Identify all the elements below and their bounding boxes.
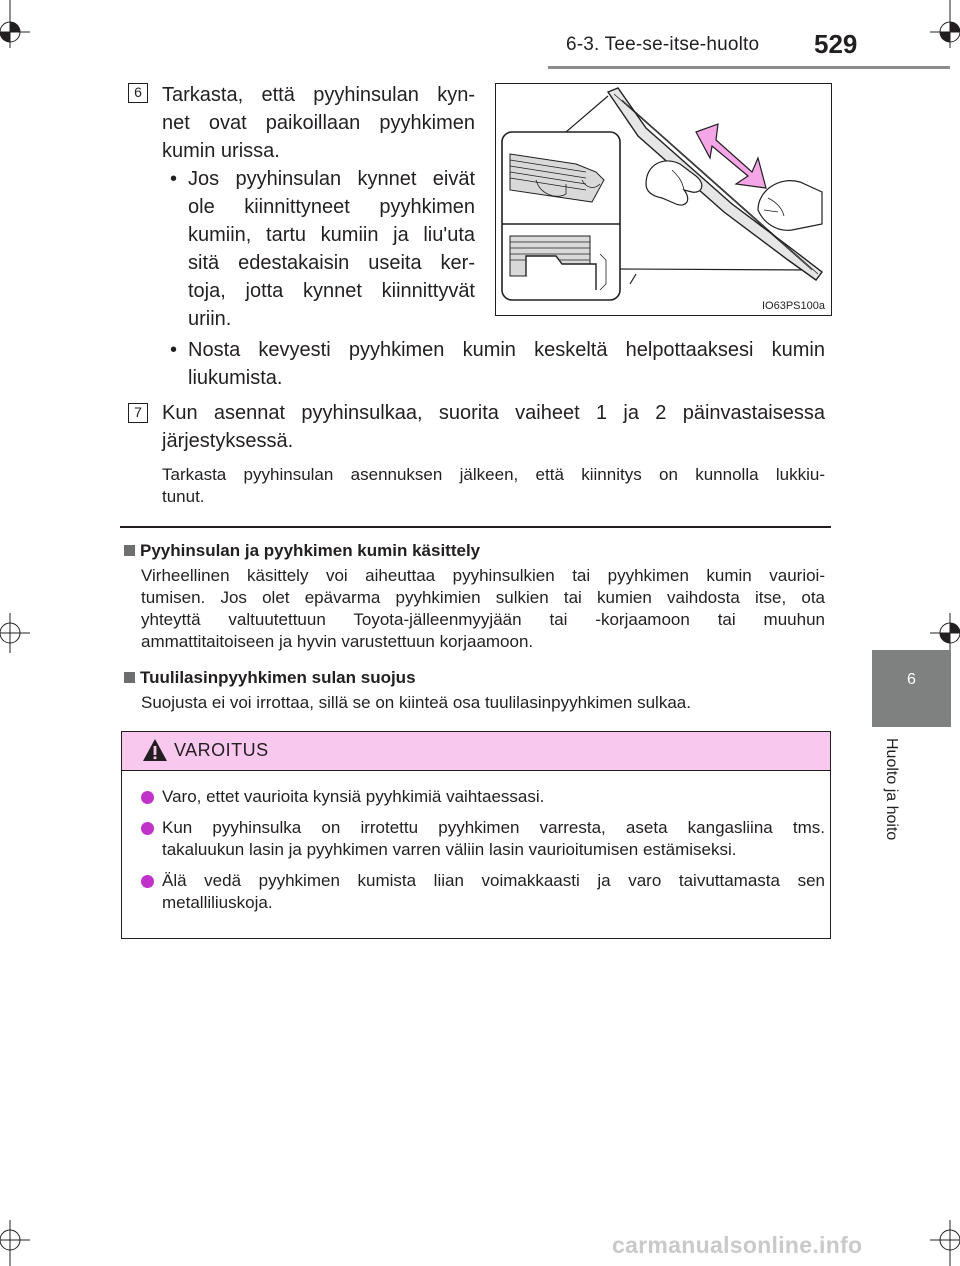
warning-box [121, 731, 831, 939]
text-line: Suojusta ei voi irrottaa, sillä se on kiinteä osa tuulilasinpyyhkimen sulkaa. [141, 693, 691, 712]
warning-bullet-icon [141, 875, 154, 888]
text-line: takaluukun lasin ja pyyhkimen varren väliin lasin vaurioitumisen estämiseksi. [162, 840, 737, 859]
text-line: uriin. [188, 308, 232, 330]
section-heading-text: Tuulilasinpyyhkimen sulan suojus [140, 668, 416, 687]
text-line: tumisen. Jos olet epävarma pyyhkimien sulkien tai kumien vaihdosta itse, ota [141, 588, 825, 607]
text-line: yhteyttä valtuutettuun Toyota-jälleenmyyjään tai -korjaamoon tai muuhun [141, 610, 825, 629]
text-line: toja, jotta kynnet kiinnittyvät [188, 280, 475, 302]
step-number-6: 6 [128, 83, 148, 103]
chapter-label [880, 738, 902, 868]
wiper-drawing [496, 84, 832, 316]
text-line: Kun pyyhinsulka on irrotettu pyyhkimen varresta, aseta kangasliina tms. [162, 818, 825, 837]
warning-bullet-icon [141, 791, 154, 804]
section-heading-handling [124, 540, 480, 562]
section-divider [120, 526, 831, 528]
text-line: Älä vedä pyyhkimen kumista liian voimakkaasti ja varo taivuttamasta sen [162, 871, 825, 890]
warning-bullet-icon [141, 822, 154, 835]
text-line: ammattitaitoiseen ja hyvin varustettuun korjaamoon. [141, 632, 534, 651]
section-heading-text: Pyyhinsulan ja pyyhkimen kumin käsittely [140, 541, 481, 560]
text-line: järjestyksessä. [162, 430, 294, 452]
bullet-marker: • [170, 168, 178, 190]
text-line: Nosta kevyesti pyyhkimen kumin keskeltä helpottaaksesi kumin [188, 339, 825, 361]
text-line: Tarkasta pyyhinsulan asennuksen jälkeen, että kiinnitys on kunnolla lukkiu- [162, 465, 825, 484]
square-bullet-icon [124, 672, 135, 683]
text-line: sitä edestakaisin useita ker- [188, 252, 475, 274]
text-line: kumin urissa. [162, 140, 280, 162]
header-rule [548, 66, 950, 69]
warning-item-2 [162, 817, 825, 861]
text-line: Virheellinen käsittely voi aiheuttaa pyyhinsulkien tai pyyhkimen kumin vaurioi- [141, 566, 825, 585]
section-body-cover [141, 692, 825, 714]
step-6-bullet-1 [188, 165, 475, 333]
chapter-tab [872, 650, 951, 727]
page-number: 529 [814, 29, 858, 59]
step-6-text [162, 81, 475, 165]
text-line: ole kiinnittyneet pyyhkimen [188, 196, 475, 218]
text-line: liukumista. [188, 367, 283, 389]
text-line: Kun asennat pyyhinsulkaa, suorita vaiheet 1 ja 2 päinvastaisessa [162, 402, 825, 424]
text-line: kumiin, tartu kumiin ja liu'uta [188, 224, 475, 246]
step-7-text [162, 399, 825, 455]
section-heading-cover [124, 667, 416, 689]
text-line: metalliliuskoja. [162, 893, 273, 912]
watermark: carmanualsonline.info [612, 1232, 863, 1258]
warning-title: VAROITUS [174, 740, 269, 760]
warning-icon [142, 738, 168, 762]
step-6-bullet-2 [188, 336, 825, 392]
chapter-label-text: Huolto ja hoito [883, 738, 900, 841]
step-7-note [162, 464, 825, 508]
warning-header [122, 732, 830, 771]
text-line: net ovat paikoillaan pyyhkimen [162, 112, 475, 134]
text-line: Jos pyyhinsulan kynnet eivät [188, 168, 475, 190]
wiper-illustration [495, 83, 832, 316]
text-line: Tarkasta, että pyyhinsulan kyn- [162, 84, 475, 106]
chapter-number: 6 [907, 671, 916, 688]
section-title: 6-3. Tee-se-itse-huolto [566, 34, 760, 55]
figure-code: IO63PS100a [762, 300, 825, 312]
text-line: tunut. [162, 487, 205, 506]
bullet-marker: • [170, 339, 178, 361]
text-line: Varo, ettet vaurioita kynsiä pyyhkimiä vaihtaessasi. [162, 787, 545, 806]
warning-item-1 [162, 786, 825, 808]
warning-item-3 [162, 870, 825, 914]
section-body-handling [141, 565, 825, 653]
square-bullet-icon [124, 545, 135, 556]
step-number-7: 7 [128, 403, 148, 423]
